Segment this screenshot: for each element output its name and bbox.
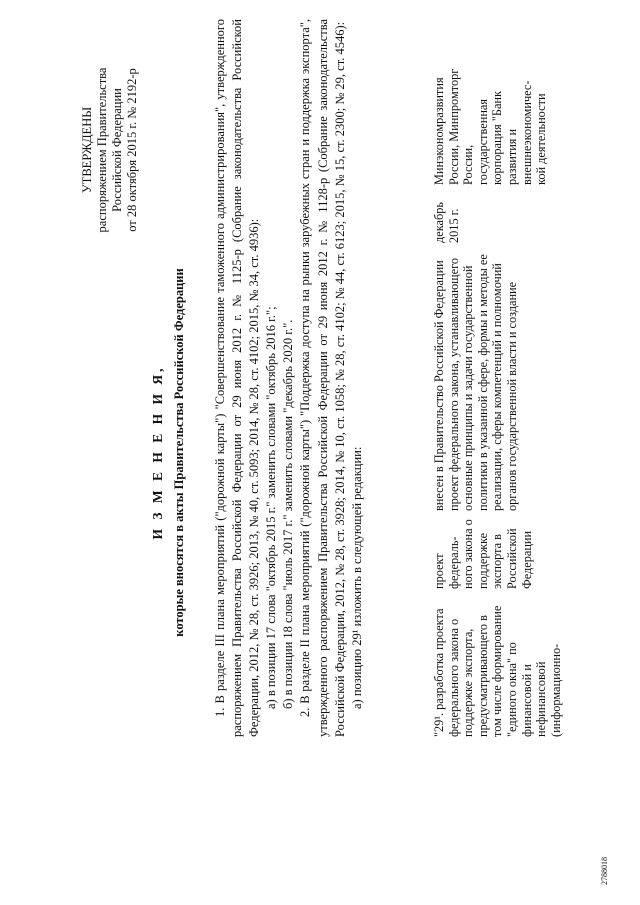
- paragraph-1b: б) в позиции 18 слова "июль 2017 г." заменить словами "декабрь 2020 г.".: [281, 319, 296, 709]
- paragraph-1a: а) в позиции 17 слова "октябрь 2015 г." заменить словами "октябрь 2016 г.";: [264, 306, 279, 709]
- approved-line-2: Российской Федерации: [110, 88, 124, 212]
- paragraph-1: 1. В разделе III плана мероприятий ("дорожной карты") "Совершенствование таможенного администрирования", утвержденного распоряжением Правительства Российской Федерации от 29 июня 2012 г. № 1125-р (Собрание законодательства Российской Федерации, 2012, № 28, ст. 3926; 2013, № 40, ст. 5093; 2014, № 28, ст. 4102; 2015, № 34, ст. 4936):: [213, 19, 262, 737]
- document-subtitle: которые вносятся в акты Правительства Российской Федерации: [172, 268, 186, 637]
- document-code: 2788018: [600, 857, 609, 885]
- table-cell-responsible: Минэкономразвития России, Минпромторг России, государственная корпорация "Банк развития и внешнеэкономичес-кой деятельности: [432, 68, 549, 185]
- paragraph-2a: а) позицию 29¹ изложить в следующей редакции:: [349, 446, 364, 709]
- paragraph-2: 2. В разделе II плана мероприятий ("дорожной карты") "Поддержка доступа на рынки зарубежных стран и поддержка экспорта", утвержденного распоряжением Правительства Российской Федерации от 29 июня 2012 г. № 1128-р (Собрание законодательства Российской Федерации, 2012, № 28, ст. 3928; 2014, № 10, ст. 1058; № 28, ст. 4102; № 44, ст. 6123; 2015, № 15, ст. 2300; № 29, ст. 4546):: [298, 19, 347, 737]
- approved-heading: УТВЕРЖДЕНЫ: [80, 106, 94, 194]
- table-row: [432, 63, 563, 737]
- table-cell-measure: "29¹. разработка проекта федерального закона о поддержке экспорта, предусматривающего в том числе формирование "единого окна" по финансовой и нефинансовой (информационно-: [432, 605, 563, 737]
- table-cell-deadline: декабрь 2015 г.: [432, 202, 461, 243]
- amendment-table: [432, 63, 563, 737]
- document-body: [212, 19, 366, 737]
- document-title: И З М Е Н Е Н И Я,: [150, 365, 165, 540]
- approval-stamp: [80, 20, 140, 280]
- approved-line-3: от 28 октября 2015 г. № 2192-р: [125, 68, 139, 232]
- table-cell-document-type: проект федераль-ного закона о поддержке экспорта в Российской Федерации: [432, 519, 534, 589]
- approved-line-1: распоряжением Правительства: [95, 67, 109, 233]
- table-cell-result: внесен в Правительство Российской Федерации проект федерального закона, устанавливающего основные принципы и задачи государственной политики в указанной сфере, формы и методы ее реализации, сферы компетенций и полномочий органов государственной власти и создание: [432, 254, 519, 511]
